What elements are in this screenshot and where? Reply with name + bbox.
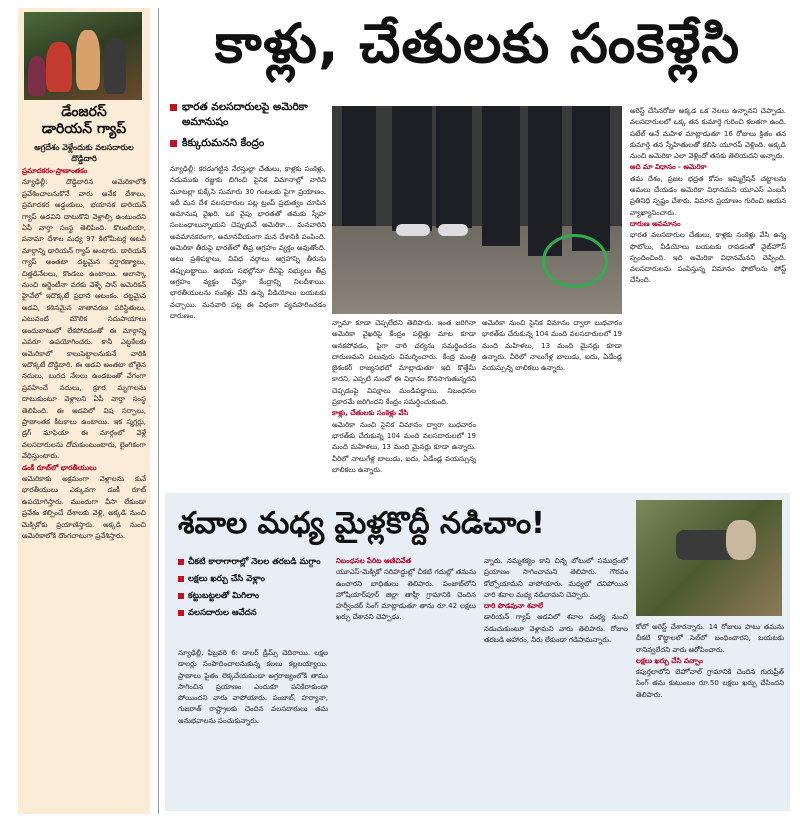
- sidebar-section-title: ప్రమాదకరం-ప్రాణాంతకం: [22, 167, 88, 175]
- lower-article-photo: [636, 500, 782, 616]
- lower-column-4: [636, 622, 784, 808]
- sidebar-body-text: న్యూఢిల్లీ: దొడ్డిదారిన అమెరికాలోకి ప్రవేశించాలనుకొనే వారు అనేక దేశాలు, ప్రమాదకర అడ్డంకులు, భయానక డారియన్ గ్యాప్ అడవిని దాటుకొని వెళ్లాల్సి ఉంటుందని ఏపీ వార్తా సంస్థ తెలిపింది. కొలంబియా, పనామా దేశాల మధ్య 97 కిలోమీటర్ల అటవీ మార్గాన్ని డారియన్ గ్యాప్ అంటారు. డారియన్ గ్యాప్ అంతటా దట్టమైన వర్షారణ్యాలు, చిత్తడినేలలు, కొండలు ఉంటాయి. అలాస్కా నుంచి అర్జెంటీనా వరకు వెళ్ళే పాన్ అమెరికన్ హైవేలో ఇదొక్కటే ప్రధాన ఆటంకం. దట్టమైన అడవి, కఠినమైన వాతావరణ పరిస్థితులు, ఎటువంటి మౌలిక సదుపాయాలు అందుబాటులో లేకపోవడంతో ఈ మార్గాన్ని ఎవరూ ఉపయోగించరు. కానీ ఎట్టకేలకు అమెరికాలో కాలుపెట్టాలనుకునే వారికి ఇదొక్కటే దొడ్డిదారి. ఈ అడవి అంతటా లోతైన నదులు, బురద నేలలు ఉండటంతో వేగంగా ప్రవహించే నదులు, క్రూర మృగాలను దాటుకుంటూ వెళ్లాలని ఏపీ వార్తా సంస్థ తెలిపింది. ఈ అడవిలో విష సర్పాలు, ప్రాణాంతక కీటకాలు ఉంటాయి. ఇక స్మగ్లర్లు, డ్రగ్ మాఫియా ఈ మార్గంలో వెళ్లే వలసదారులను దోచుకుంటుంటారు, లైంగికంగా వేధిస్తుంటారు.: [22, 178, 146, 461]
- sidebar-subheading: అగ్రదేశం వెళ్లేందుకు వలసదారుల దొడ్డిదారి: [34, 143, 134, 163]
- migrants-photo: [24, 12, 142, 100]
- lower-col4-text: కోలో అరెస్ట్ చేశారన్నారు. 14 రోజులు పాటు తమను చీకటి కొట్టాలలో సెల్‌లో బంధించారని, బయటకు రానివ్వలేదని వారు ఆరోపించారు.: [636, 623, 784, 654]
- col2-section: కాళ్లు, చేతులకు సంకెళ్లు వేసి: [332, 409, 409, 418]
- lower-col4-section: లక్షలు ఖర్చు చేసి వచ్చాం: [636, 656, 703, 665]
- shackled-migrants-photo: [332, 106, 622, 314]
- lower-column-2: [336, 556, 476, 808]
- lower-col2-text: యూఎస్-మెక్సికో సరిహద్దుల్లో చీకటి గదుల్లో తమను ఉంచారని బాధితులు తెలిపారు. పంజాబ్‌లోని హోషియార్‌పూర్ జిల్లా తాహ్లీ గ్రామానికి చెందిన హర్వీందర్ సింగ్ మాట్లాడుతూ తాను రూ.42 లక్షలు ఖర్చు చేశానని చెప్పాడు.: [336, 568, 476, 622]
- sidebar-section2-title: డంకీ రూట్‌లో భారతీయులు: [22, 463, 97, 472]
- lower-bullet-3: కట్టుబట్టలతో మిగిలాం: [178, 590, 328, 603]
- col3-text: అరెస్ట్ చేసినరోజు అక్కడ ఒక నెలలు ఉన్నానని చెప్పాడు. వలసదారులలో ఒక్క తన కుమార్తె గురించి కలతగా ఉంది. పటేల్ అనే మహిళ మాట్లాడుతూ 16 రోజులు క్రితం తన కుమార్తె తన స్నేహితులతో కలిసి యూరప్ వెళ్లింది. అక్కడి నుంచి అమెరికా ఎలా వెళ్లిందో తనకు తెలియదని అన్నారు.: [630, 107, 786, 161]
- col3c-text: భారత వలసదారుల చేతులు, కాళ్లకు సంకెళ్లు వేసి ఉన్న ఫొటోలు, వీడియోలు బయటకు రావడంతో వైట్‌హౌస్ స్పందించింది. ఇది అమెరికా విధానమేనని చెప్పింది. వలసదారులను పంపిస్తున్న విమానం ఫొటోలను పోస్ట్ చేసింది.: [630, 231, 786, 285]
- main-column-3: [630, 106, 786, 488]
- col2-text: న్నామా కూడా చెప్పలేదని తెలిపారు. ఇంత జరిగినా అమెరికా వైఖరిపై కేంద్రం పల్లెత్తు మాట కూడా అనకపోవడం, పైగా వారి చర్యను సమర్థించడం దారుణమని పలువురు విమర్శించారు. కేంద్ర మంత్రి జైశంకర్ రాజ్యసభలో మాట్లాడుతూ ఇది కొత్తేమీ కాదని, ఎప్పటి నుంచో ఈ విధానం కొనసాగుతున్నదని చెప్పడంపై విపక్షాలు మండిపడ్డాయి. నిబంధనల ప్రకారమే జరిగిందని కేంద్రం సమర్థించుకుంది.: [332, 319, 476, 407]
- lower-col3b-text: డారియన్ గ్యాప్ అడవిలో శవాల మధ్య నుంచి నడుచుకుంటూ వెళ్లామని వారు తెలిపారు. రోజుల తరబడి ఆహారం, నీరు లేకుండా గడిపామన్నారు.: [484, 613, 628, 645]
- column-rule: [158, 8, 159, 814]
- col3-section-1: అది మా విధానం - అమెరికా: [630, 163, 707, 172]
- sidebar-headline: డేంజరస్ డారియన్ గ్యాప్: [41, 104, 127, 137]
- lower-col2-section: నిబంధనల పేరిట అణిచివేత: [336, 557, 412, 565]
- lower-col3-section: దారి పొడవునా శవాలే: [484, 602, 544, 611]
- main-column-2: [332, 318, 476, 488]
- sidebar-body: [22, 166, 146, 542]
- col3b-text: తమ దేశం, ప్రజల భద్రత కోసం ఇమ్మిగ్రేషన్ చట్టాలను అమలు చేయడం అమెరికా విధానమని యూఎస్ ఎంబసీ ప్రతినిధి స్పష్టం చేశారు. విమాన ప్రయాణం గురించి ఆయన వ్యాఖ్యానించారు.: [630, 174, 786, 217]
- lower-bullet-4: వలసదారుల ఆవేదన: [178, 607, 328, 620]
- sidebar-body2-text: అమెరికాకు అక్రమంగా వెళ్లాలను కునే భారతీయులు ఎక్కువగా డంకీ రూట్ ఉపయోగిస్తారు. ముందుగా వీసా లేకుండా ప్రవేశం కల్పించే దేశాలకు వెళ్లి, అక్కడి నుంచి మెక్సికోకు ప్రయాణిస్తారు. అక్కడి నుంచి అమెరికాలోకి దొంగచాటుగా ప్రవేశిస్తారు.: [22, 474, 146, 540]
- lower-col4b-text: కపుర్తలాలోని బెహోవాల్ గ్రామానికి చెందిన గురుప్రీత్ సింగ్ తమ కుటుంబం రూ.50 లక్షలు ఖర్చు చేసిందని తెలిపారు.: [636, 668, 784, 699]
- main-column-2b: అమెరికా నుంచి సైనిక విమానం ద్వారా బుధవారం భారత్‌కు చేరుకున్న 104 మంది వలసదారులలో 19 మంది మహిళలు, 13 మంది మైనర్లు కూడా ఉన్నారు. వీరిలో నాలుగేళ్ల బాలుడు, ఐదు, ఏడేండ్ల వయస్సున్న బాలికలు ఉన్నారు.: [482, 319, 622, 373]
- main-bullets: [170, 100, 328, 157]
- col3-section-2: దారుణ అవమానం: [630, 219, 681, 228]
- lower-bullet-1: చీకటి కారాగారాల్లో నెలల తరబడి మగ్గాం: [178, 556, 328, 569]
- lower-bullets: [178, 556, 328, 624]
- main-column-1: న్యూఢిల్లీ: కరడుగట్టిన నేరస్తుల్లా చేతులు, కాళ్లకు సంకెళ్లు, నడుముకు రజ్జుకు బిగించి పైనిక విమానాల్లో వారిని మూటల్లా కుక్కేసి సుమారు 30 గంటలకు పైగా ప్రయాణం. ఇదీ మన దేశ వలసదారుల పట్ల ట్రంప్ ప్రభుత్వం చూపిన అమానుష వైఖరి. ఒక వైపు భారతతో తమకు స్నేహ సంబంధాలున్నాయని చెప్పుకునే అమెరికా... మనవారిని అవమానకరంగా, అమానవీయంగా మన దేశానికి పంపింది. అమెరికా తీరుపై భారత్‌లో తీవ్ర ఆగ్రహం వ్యక్తం అవుతోంది. అటు ప్రతిపక్షాలు, వివిధ వర్గాలు ఆగ్రహాన్ని తీరును తప్పుబట్టాయి. ఉభయ సభల్లోనూ దీనిపై సభ్యులు తీవ్ర ఆగ్రహం వ్యక్తం చేస్తూ కేంద్రాన్ని నిలదీశాయి. భారతీయులను సంకెళ్లు వేసి ఉన్న వీడియోలు బయటకు వచ్చాయి. మనవారి పట్ల ఈ విధంగా వ్యవహరించడం దారుణం.: [170, 165, 326, 320]
- sidebar-article: [18, 8, 150, 814]
- lower-col3-text: న్నారు. నమ్మశక్యం కాని చిన్న బోటులో సముద్రంలో ప్రయాణం సాగించామని తెలిపారు. గౌరవం కోల్పోయామని వాపోయారు. మధ్యలో చనిపోయిన వారి శవాల మధ్య నడిచామని చెప్పారు.: [484, 557, 628, 599]
- lower-headline: శవాల మధ్య మైళ్లకొద్దీ నడిచాం!: [178, 506, 545, 541]
- highlight-circle: [542, 234, 608, 288]
- bullet-1: భారత వలసదారులపై అమెరికా అమానుషం: [170, 100, 328, 130]
- col2b-text: అమెరికా నుంచి సైనిక విమానం ద్వారా బుధవారం భారత్‌కు చేరుకున్న 104 మంది వలసదారులలో 19 మంది మహిళలు, 13 మంది మైనర్లు కూడా ఉన్నారు. వీరిలో నాలుగేళ్ల బాలుడు, ఐదు, ఏడేండ్ల వయస్సున్న బాలికలు ఉన్నారు.: [332, 420, 476, 474]
- lower-bullet-2: లక్షలు ఖర్చు చేసి వెళ్లాం: [178, 573, 328, 586]
- main-headline: కాళ్లు, చేతులకు సంకెళ్లేసి: [214, 12, 741, 75]
- bullet-2: కిక్కురుమనని కేంద్రం: [170, 136, 328, 151]
- lower-column-3: [484, 556, 628, 808]
- lower-column-1: న్యూఢిల్లీ, ఫిబ్రవరి 6: డాలర్ డ్రీమ్స్ చెదిరాయి. లక్షల డాలర్లు సంపాదించాలనుకున్న కలలు కల్లలయ్యాయి. ప్రాణాలు పైతం లెక్కచేయకుండా అగ్రరాజ్యంలోకి తాము సాగించిన ప్రయాణం ఎందుకూ పనికిరాకుండా పోయిందని వారు వాపోయారు. పంజాబ్, హర్యానా, గుజరాత్ రాష్ట్రాలకు చెందిన వలసదారులు తమ అనుభవాలను పంచుకున్నారు.: [178, 649, 328, 725]
